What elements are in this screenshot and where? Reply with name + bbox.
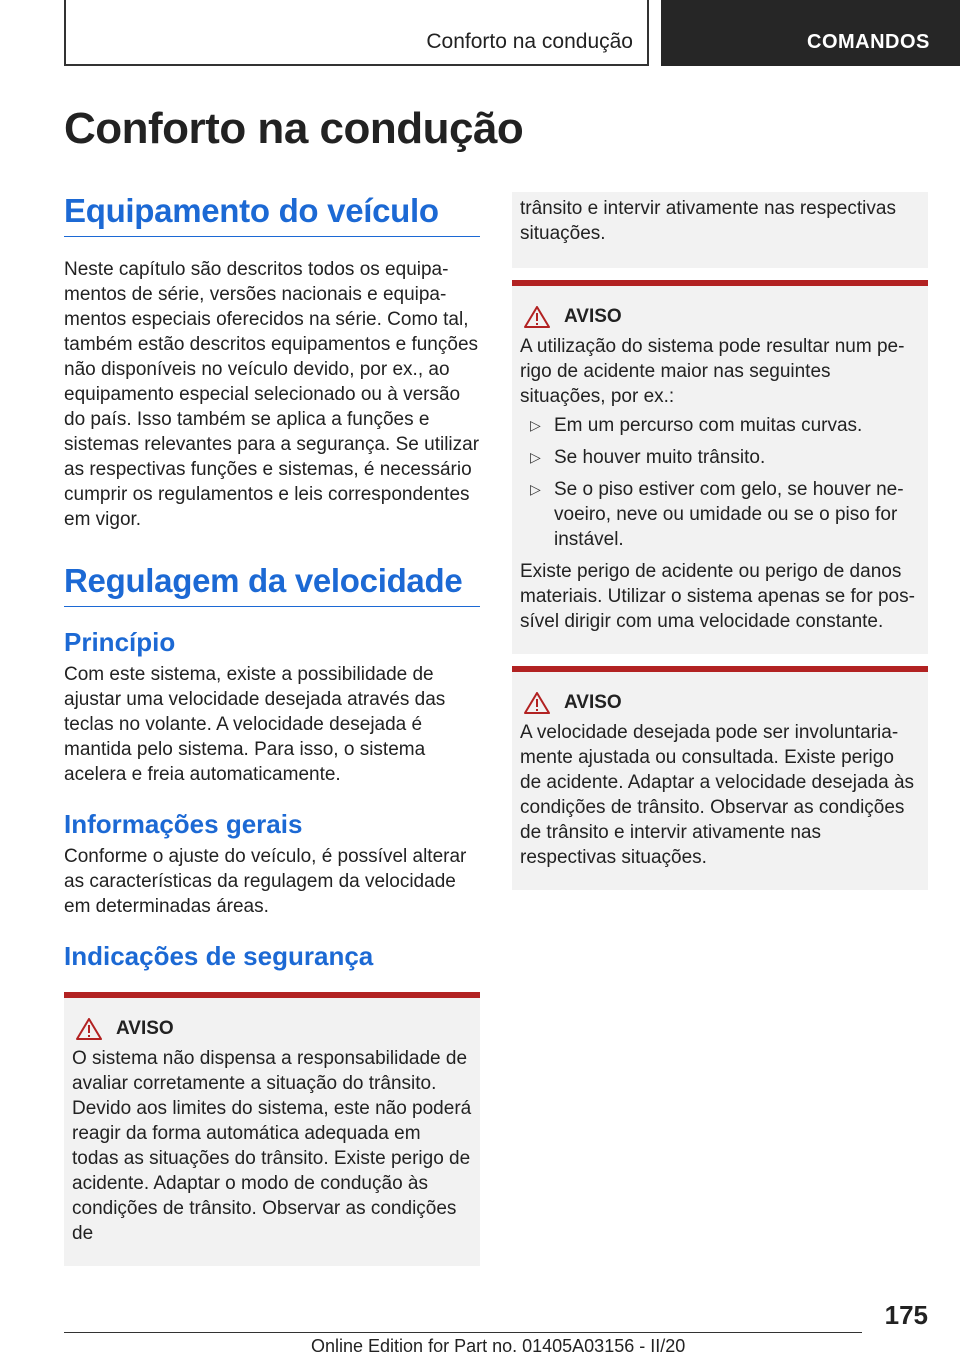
warning-box-1 [64,992,480,1266]
warning-intro-2: A utilização do sistema pode resultar num perigo de acidente maior nas seguintes situações, por ex.: [520,336,905,407]
warning-box-2 [512,280,928,654]
header-section-box [64,0,649,66]
list-item: ▷ Em um percurso com muitas curvas. [520,413,920,438]
warning-text-1-continued: trânsito e intervir ativamente nas respectivas situações. [520,198,896,244]
left-column [64,192,480,1266]
warning-title-3 [520,692,920,714]
warning-title-2-text: AVISO [564,306,622,327]
paragraph-principio: Com este sistema, existe a possibilidade de ajustar uma velocidade desejada através das teclas no volante. A velocidade desejada é mantida pelo sistema. Para isso, o sistema acelera e freia automaticamente. [64,664,446,785]
footer-edition: Online Edition for Part no. 01405A03156 - II/20 [311,1336,686,1356]
heading-equipamento: Equipamento do veículo [64,192,480,237]
warning-text-1: O sistema não dispensa a responsabilidade de avaliar corretamente a situação do trânsito. Devido aos limites do sistema, este não poderá reagir da forma automática adequada em todas as situações do trânsito. Existe perigo de acidente. Adaptar o modo de condução às condições de trânsito. Observar as condições de [72,1048,472,1244]
footer-divider [64,1332,862,1333]
header-chapter-label: COMANDOS [807,31,930,53]
paragraph-equipamento: Neste capítulo são descritos todos os equipamentos de série, versões nacionais e equipamentos especiais oferecidos na série. Como tal, também estão descritos equipamentos e funções não disponíveis no veículo devido, por ex., ao equipamento especial selecionado ou à versão do país. Isso também se aplica a funções e sistemas relevantes para a segurança. Se utilizar as respectivas funções e sistemas, é necessário cumprir os regulamentos e leis correspondentes em vigor. [64,259,480,530]
warning-triangle-icon [76,1018,102,1040]
warning-title-2 [520,306,920,328]
list-item: ▷ Se o piso estiver com gelo, se houver nevoeiro, neve ou umidade ou se o piso for instável. [520,477,920,552]
warning-title-3-text: AVISO [564,692,622,713]
warning-list-2 [520,413,920,552]
header-chapter-tab [661,0,960,66]
page-number: 175 [884,1300,928,1330]
warning-outro-2: Existe perigo de acidente ou perigo de danos materiais. Utilizar o sistema apenas se for possível dirigir com uma velocidade constante. [520,561,915,632]
right-column [512,192,928,890]
heading-principio: Princípio [64,627,176,657]
warning-text-3: A velocidade desejada pode ser involuntariamente ajustada ou consultada. Existe perigo de acidente. Adaptar a velocidade desejada às condições de trânsito. Observar as condições de trânsito e intervir ativamente nas respectivas situações. [520,722,915,868]
warning-triangle-icon [524,692,550,714]
heading-informacoes: Informações gerais [64,809,303,839]
warning-box-3 [512,666,928,890]
page-title: Conforto na condução [64,104,524,153]
warning-box-1-continued [512,192,928,268]
heading-regulagem: Regulagem da velocidade [64,562,480,607]
warning-triangle-icon [524,306,550,328]
header-section-title: Conforto na condução [426,30,633,53]
warning-title-1-text: AVISO [116,1018,174,1039]
warning-title-1 [72,1018,472,1040]
paragraph-informacoes: Conforme o ajuste do veículo, é possível alterar as características da regulagem da velocidade em determinadas áreas. [64,846,467,917]
list-item: ▷ Se houver muito trânsito. [520,445,920,470]
heading-seguranca: Indicações de segurança [64,941,374,971]
